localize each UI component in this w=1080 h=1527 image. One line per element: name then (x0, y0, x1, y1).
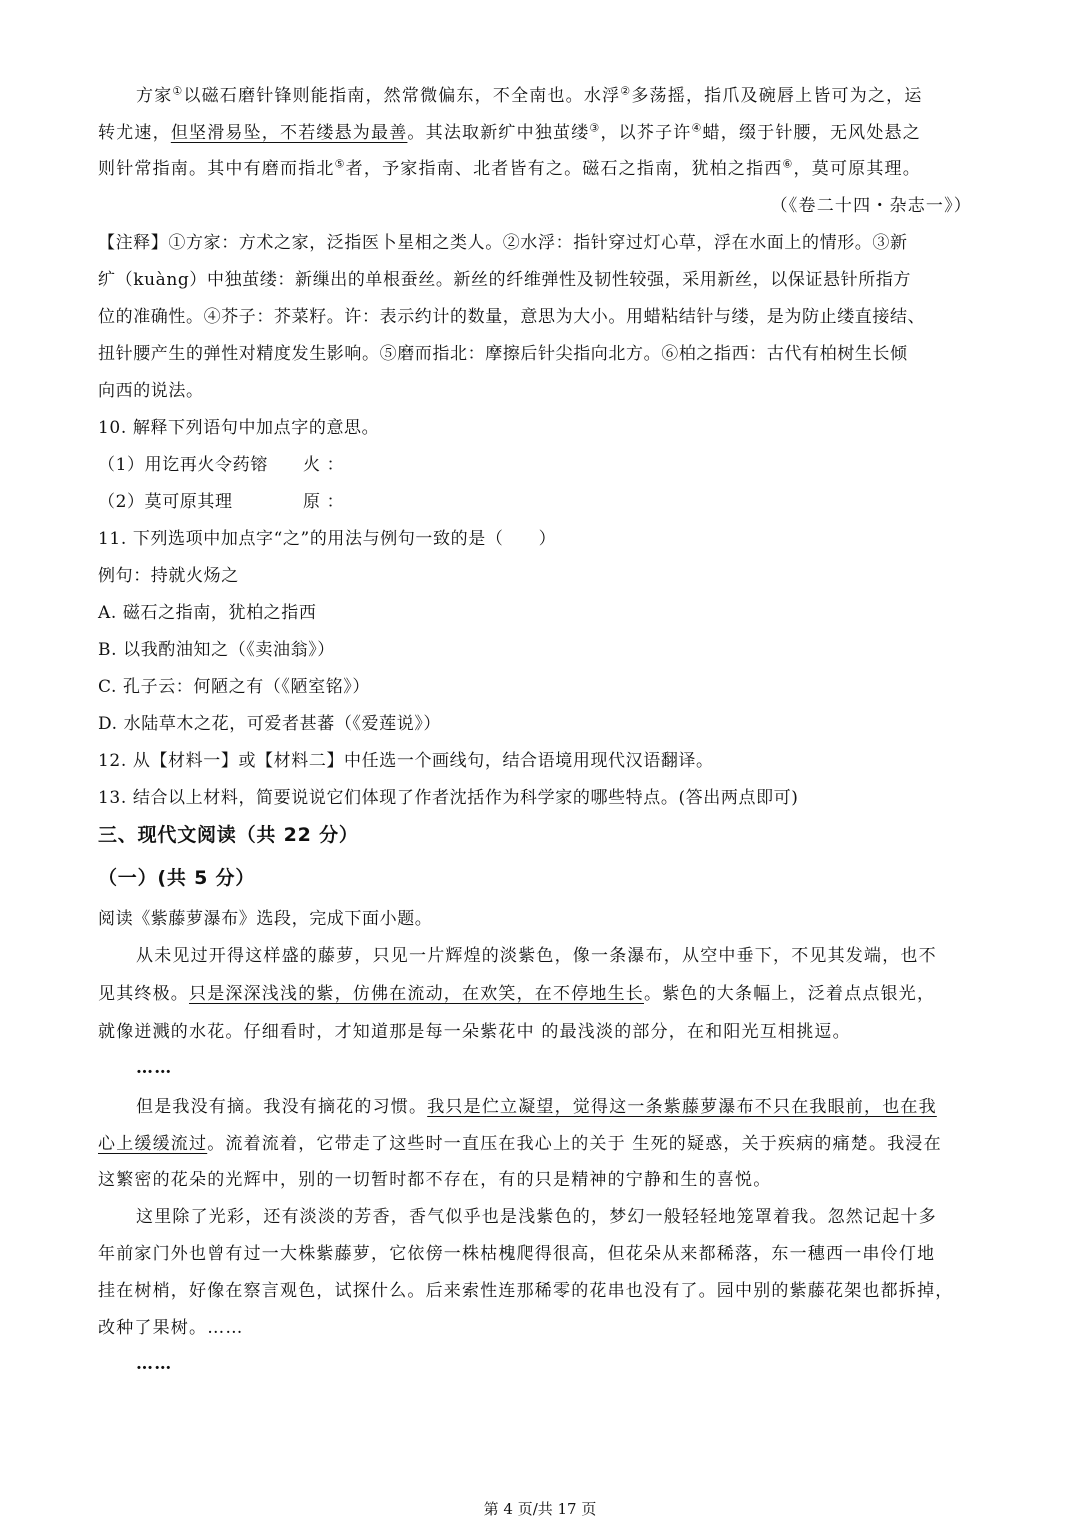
passage-p2-line-1 (136, 1095, 937, 1119)
underlined-sentence: 但坚滑易坠，不若缕悬为最善 (170, 123, 408, 143)
section-title: 三、现代文阅读（共 22 分） (98, 824, 359, 846)
ellipsis: …… (136, 1058, 173, 1078)
note-marker: ② (620, 84, 632, 98)
notes-line-1: 【注释】①方家：方术之家，泛指医卜星相之类人。②水浮：指针穿过灯心草，浮在水面上的情形。③新 (98, 233, 908, 253)
passage-p3-line-1: 这里除了光彩，还有淡淡的芳香，香气似乎也是浅紫色的，梦幻一般轻轻地笼罩着我。忽然记起十多 (136, 1207, 937, 1227)
text: 多荡摇，指爪及碗唇上皆可为之，运 (631, 86, 923, 106)
text: ，莫可原其理。 (793, 159, 921, 179)
question-10: 10. 解释下列语句中加点字的意思。 (98, 418, 380, 438)
option-c: C. 孔子云：何陋之有（《陋室铭》） (98, 677, 371, 697)
material2-line-2 (98, 121, 921, 145)
underlined-sentence: 心上缓缓流过 (98, 1134, 208, 1154)
notes-line-2: 纩（kuàng）中独茧缕：新缫出的单根蚕丝。新丝的纤维弹性及韧性较强，采用新丝，以保证悬针所指方 (98, 270, 912, 290)
ellipsis: …… (136, 1354, 173, 1374)
material2-line-3 (98, 157, 921, 181)
text: 。紫色的大条幅上，泛着点点银光， (644, 984, 936, 1004)
underlined-sentence: 只是深深浅浅的紫，仿佛在流动，在欢笑，在不停地生长 (189, 984, 644, 1004)
question-10-2: （2）莫可原其理 原 ： (98, 492, 345, 512)
passage-p3-line-2: 年前家门外也曾有过一大株紫藤萝，它依傍一株枯槐爬得很高，但花朵从来都稀落，东一穗西一串伶仃地 (98, 1244, 936, 1264)
material2-line-1 (136, 84, 923, 108)
passage-p1-line-1: 从未见过开得这样盛的藤萝，只见一片辉煌的淡紫色，像一条瀑布，从空中垂下，不见其发端，也不 (136, 946, 937, 966)
question-12: 12. 从【材料一】或【材料二】中任选一个画线句，结合语境用现代汉语翻译。 (98, 751, 714, 771)
text: 方家 (136, 86, 173, 106)
text: 则针常指南。其中有磨而指北 (98, 159, 335, 179)
material2-source: （《卷二十四・杂志一》） (770, 196, 972, 216)
passage-p1-line-3: 就像迸溅的水花。仔细看时，才知道那是每一朵紫花中 的最浅淡的部分，在和阳光互相挑逗。 (98, 1022, 851, 1042)
text: 以磁石磨针锋则能指南，然常微偏东，不全南也。水浮 (183, 86, 621, 106)
passage-p2-line-2 (98, 1132, 942, 1156)
text: 蜡，缀于针腰，无风处悬之 (702, 123, 921, 143)
passage-p1-line-2 (98, 982, 935, 1006)
passage-p3-line-4: 改种了果树。…… (98, 1318, 244, 1338)
text: 见其终极。 (98, 984, 189, 1004)
question-11-example: 例句：持就火炀之 (98, 566, 239, 586)
text: 转尤速， (98, 123, 171, 143)
passage-p2-line-3: 这繁密的花朵的光辉中，别的一切暂时都不存在，有的只是精神的宁静和生的喜悦。 (98, 1170, 772, 1190)
notes-line-3: 位的准确性。④芥子：芥菜籽。许：表示约计的数量，意思为大小。用蜡粘结针与缕，是为防止缕直接结、 (98, 307, 926, 327)
note-marker: ③ (589, 121, 601, 135)
text: 但是我没有摘。我没有摘花的习惯。 (136, 1097, 428, 1117)
subsection-title: （一）(共 5 分） (98, 867, 256, 889)
page-number: 第 4 页/共 17 页 (483, 1500, 597, 1518)
option-a: A. 磁石之指南，犹柏之指西 (98, 603, 317, 623)
option-d: D. 水陆草木之花，可爱者甚蕃（《爱莲说》） (98, 714, 442, 734)
question-13: 13. 结合以上材料，简要说说它们体现了作者沈括作为科学家的哪些特点。(答出两点即可) (98, 788, 799, 808)
note-marker: ① (172, 84, 184, 98)
text: 者，予家指南、北者皆有之。磁石之指南，犹柏之指西 (345, 159, 783, 179)
question-11: 11. 下列选项中加点字“之”的用法与例句一致的是（ ） (98, 529, 557, 549)
passage-p3-line-3: 挂在树梢，好像在察言观色，试探什么。后来索性连那稀零的花串也没有了。园中别的紫藤花架也都拆掉， (98, 1281, 954, 1301)
note-marker: ④ (691, 121, 703, 135)
notes-line-4: 扭针腰产生的弹性对精度发生影响。⑤磨而指北：摩擦后针尖指向北方。⑥柏之指西：古代有柏树生长倾 (98, 344, 908, 364)
reading-intro: 阅读《紫藤萝瀑布》选段，完成下面小题。 (98, 909, 433, 929)
text: ，以芥子许 (600, 123, 692, 143)
notes-line-5: 向西的说法。 (98, 381, 204, 401)
text: 。其法取新纩中独茧缕 (407, 123, 590, 143)
option-b: B. 以我酌油知之（《卖油翁》） (98, 640, 335, 660)
text: 。流着流着，它带走了这些时一直压在我心上的关于 生死的疑惑，关于疾病的痛楚。我浸在 (207, 1134, 942, 1154)
underlined-sentence: 我只是伫立凝望，觉得这一条紫藤萝瀑布不只在我眼前，也在我 (427, 1097, 937, 1117)
question-10-1: （1）用讫再火令药镕 火 ： (98, 455, 345, 475)
note-marker: ⑥ (782, 157, 794, 171)
note-marker: ⑤ (334, 157, 346, 171)
